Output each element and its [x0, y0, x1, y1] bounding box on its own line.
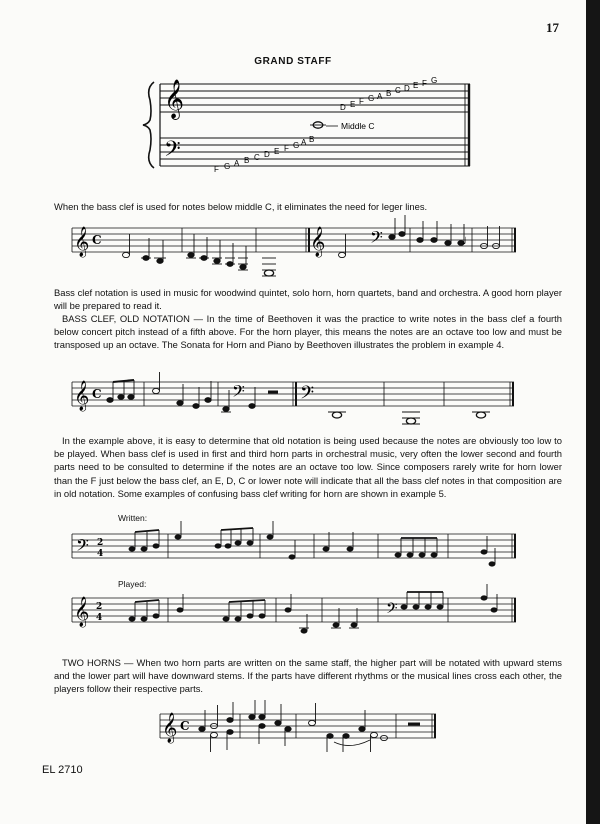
svg-text:4: 4: [97, 549, 104, 559]
example-written: [0, 524, 586, 574]
bass-note-letter: C: [254, 153, 260, 162]
svg-text:C: C: [180, 719, 190, 733]
treble-note-letter: E: [413, 81, 419, 90]
bass-note-letter: E: [274, 147, 280, 156]
section-heading: GRAND STAFF: [254, 56, 332, 67]
bass-note-letter: A: [234, 159, 240, 168]
paragraph-bass-clef-usage: Bass clef notation is used in music for woodwind quintet, solo horn, horn quartets, band and orchestra. A good horn player will be prepared to read it.: [54, 287, 562, 312]
svg-text:C: C: [92, 233, 102, 247]
grand-staff: [0, 74, 586, 194]
treble-note-letter: F: [422, 79, 427, 88]
paragraph-two-horns: TWO HORNS — When two horn parts are written on the same staff, the higher part will be notated with upward stems and the lower part will have downward stems. If the parts have different rhythms or the musical lines cross each other, the players follow their respective parts.: [54, 657, 562, 695]
treble-note-letter: D: [404, 84, 410, 93]
svg-text:𝄢: 𝄢: [76, 535, 89, 559]
page-number: 17: [546, 20, 559, 35]
middle-c-label: Middle C: [341, 121, 375, 131]
footer-catalog-number: EL 2710: [42, 764, 83, 776]
svg-text:4: 4: [96, 613, 103, 623]
svg-text:2: 2: [96, 602, 103, 612]
bass-note-letter: B: [309, 135, 315, 144]
svg-text:𝄢: 𝄢: [370, 227, 383, 251]
svg-text:𝄞: 𝄞: [164, 79, 185, 119]
treble-note-letter: A: [377, 92, 383, 101]
example-played: [0, 590, 586, 644]
written-label: Written:: [118, 513, 148, 523]
treble-note-letter: E: [350, 100, 356, 109]
bass-note-letter: F: [284, 144, 289, 153]
example-beethoven-sonata: [0, 370, 586, 430]
treble-note-letter: F: [359, 97, 364, 106]
example-two-horns: [0, 700, 586, 760]
bass-note-letter: A: [301, 138, 307, 147]
treble-note-letter: D: [340, 103, 346, 112]
svg-text:2: 2: [97, 538, 104, 548]
played-label: Played:: [118, 579, 147, 589]
paragraph-leger-lines: When the bass clef is used for notes below middle C, it eliminates the need for leger lines.: [54, 201, 428, 212]
svg-text:C: C: [92, 387, 102, 401]
bass-note-letter: D: [264, 150, 270, 159]
scan-edge: [586, 0, 600, 824]
treble-note-letter: B: [386, 89, 392, 98]
svg-text:𝄞: 𝄞: [162, 713, 178, 743]
svg-text:𝄢: 𝄢: [164, 137, 181, 167]
svg-text:𝄞: 𝄞: [74, 597, 90, 627]
svg-text:𝄢: 𝄢: [300, 383, 315, 408]
treble-note-letter: C: [395, 86, 401, 95]
treble-note-letter: G: [431, 76, 438, 85]
bass-note-letter: F: [214, 165, 219, 174]
svg-text:𝄢: 𝄢: [232, 381, 245, 405]
bass-note-letter: G: [224, 162, 231, 171]
svg-text:𝄞: 𝄞: [74, 227, 90, 257]
svg-text:𝄢: 𝄢: [386, 600, 398, 621]
paragraph-old-notation: BASS CLEF, OLD NOTATION — In the time of Beethoven it was the practice to write notes in the bass clef a fourth below concert pitch instead of a fifth above. For the horn player, this means the notes are an octave too low and must be transposed up an octave. The Sonata for Horn and Piano by Beethoven illustrates the problem in example 4.: [54, 313, 562, 351]
example-leger-lines: [0, 218, 586, 278]
bass-note-letter: B: [244, 156, 250, 165]
bass-note-letter: G: [293, 141, 300, 150]
svg-text:𝄞: 𝄞: [74, 381, 90, 411]
svg-text:𝄞: 𝄞: [310, 227, 326, 257]
svg-text:♩: ♩: [462, 236, 467, 247]
paragraph-old-notation-explanation: In the example above, it is easy to determine that old notation is being used because the notes are obviously too low to be played. When bass clef is used in first and third horn parts in orchestral music, very often the lower second and fourth parts need to be consulted to determine if the notes are an octave too low. Since composers rarely write for horn lower than the F just below the bass clef, an E, D, C or lower note will indicate that all the bass clef notes in that composition are in old notation. Some examples of confusing bass clef writing for horn are shown in example 5.: [54, 435, 562, 499]
treble-note-letter: G: [368, 94, 375, 103]
